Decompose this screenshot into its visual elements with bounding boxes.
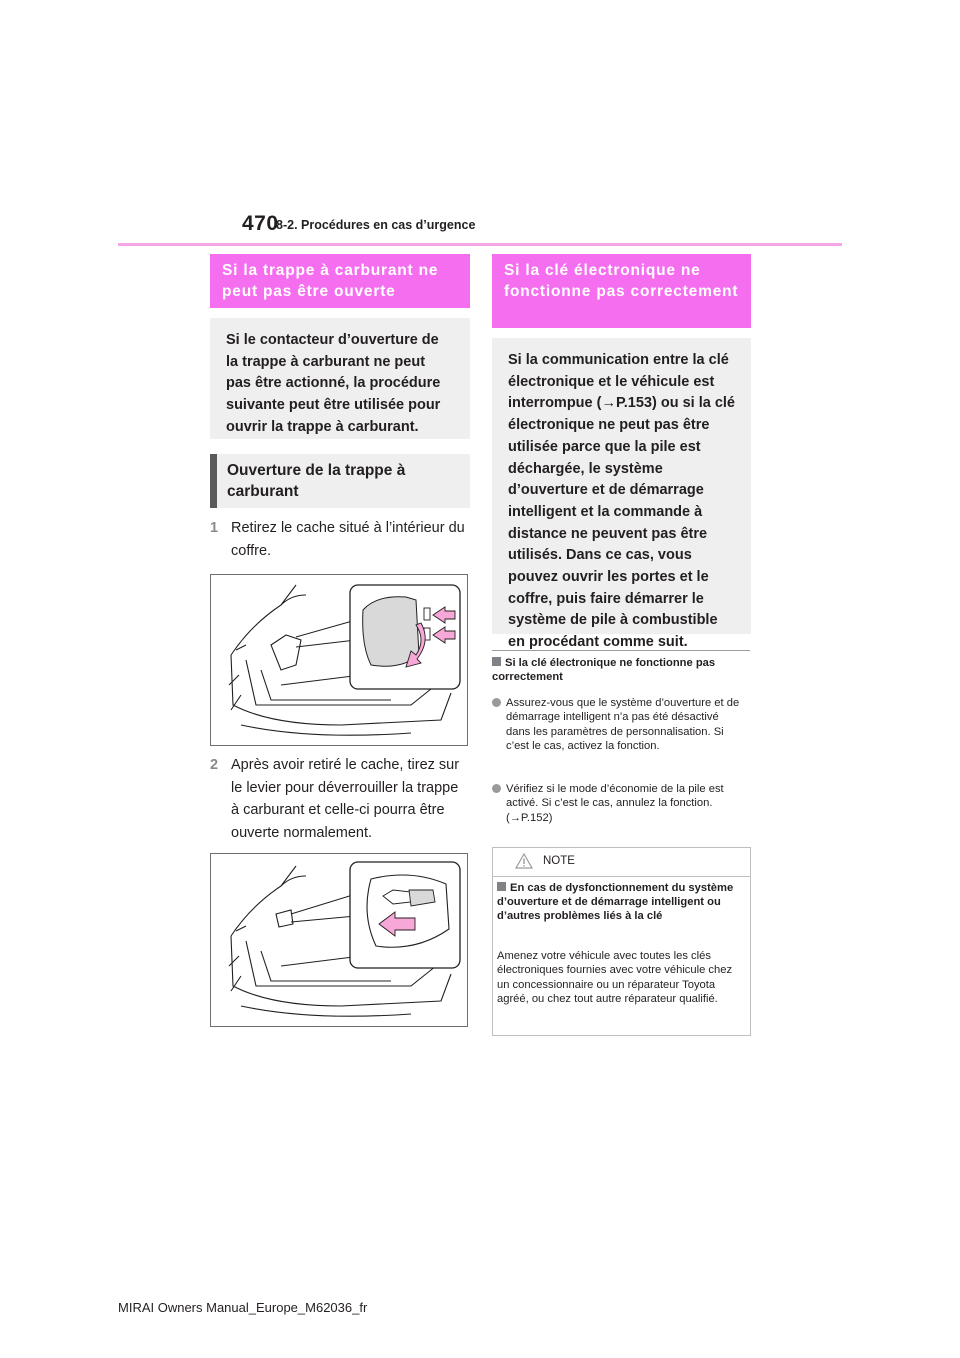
step-number: 2 — [210, 757, 219, 773]
page-number: 470 — [242, 212, 279, 235]
smart-key-intro: Si la communication entre la clé électronique et le véhicule est interrompue (→P.153) ou si la clé électronique ne peut pas être utilisée parce que la pile est déchargée, le système d’ouverture et de démarrage intelligent et la commande à distance ne peuvent pas être utilisés. Dans ce cas, vous pouvez ouvrir les portes et le coffre, puis faire démarrer le système de pile à combustible en procédant comme suit. — [492, 338, 751, 634]
step-2 — [210, 754, 470, 846]
step-1 — [210, 517, 470, 563]
trunk-lever-illustration — [210, 853, 468, 1027]
bullet-text: Vérifiez si le mode d’économie de la pile est activé. Si c’est le cas, annulez la fonction. (→P.152) — [506, 783, 724, 824]
step-text: Retirez le cache situé à l’intérieur du coffre. — [231, 520, 465, 559]
fuel-door-heading: Si la trappe à carburant ne peut pas être ouverte — [210, 254, 470, 308]
fuel-door-subheading: Ouverture de la trappe à carburant — [210, 454, 470, 508]
note-label: NOTE — [543, 855, 575, 867]
section-title: 8-2. Procédures en cas d’urgence — [276, 218, 476, 232]
bullet-item — [492, 696, 750, 754]
square-bullet-icon — [497, 882, 506, 891]
note-box — [492, 847, 751, 1036]
bullet-text: Assurez-vous que le système d’ouverture et de démarrage intelligent n’a pas été désactivé dans les paramètres de personnalisation. Si c’est le cas, activez la fonction. — [506, 697, 740, 752]
round-bullet-icon — [492, 784, 501, 793]
note-header — [493, 848, 750, 877]
step-text: Après avoir retiré le cache, tirez sur le levier pour déverrouiller la trappe à carburant et celle-ci pourra être ouverte normalement. — [231, 757, 460, 841]
trunk-lever-drawing — [211, 854, 467, 1026]
note-box-title-text: En cas de dysfonctionnement du système d’ouverture et de démarrage intelligent ou d’autres problèmes liés à la clé — [497, 882, 734, 922]
smart-key-note-title — [492, 656, 750, 684]
round-bullet-icon — [492, 698, 501, 707]
header-rule — [118, 243, 842, 246]
section-divider — [492, 650, 750, 651]
square-bullet-icon — [492, 657, 501, 666]
step-number: 1 — [210, 520, 219, 536]
smart-key-heading: Si la clé électronique ne fonctionne pas correctement — [492, 254, 751, 328]
warning-triangle-icon — [515, 853, 533, 869]
footer-text: MIRAI Owners Manual_Europe_M62036_fr — [118, 1300, 368, 1315]
note-title-text: Si la clé électronique ne fonctionne pas correctement — [492, 657, 716, 683]
note-box-body: Amenez votre véhicule avec toutes les clés électroniques fournies avec votre véhicule chez un concessionnaire ou un réparateur Toyota agréé, ou chez tout autre réparateur qualifié. — [497, 950, 733, 1005]
trunk-cover-illustration — [210, 574, 468, 746]
trunk-cover-drawing — [211, 575, 467, 745]
note-box-title — [497, 881, 741, 923]
bullet-item — [492, 782, 750, 826]
fuel-door-intro: Si le contacteur d’ouverture de la trappe à carburant ne peut pas être actionné, la procédure suivante peut être utilisée pour ouvrir la trappe à carburant. — [210, 318, 470, 439]
